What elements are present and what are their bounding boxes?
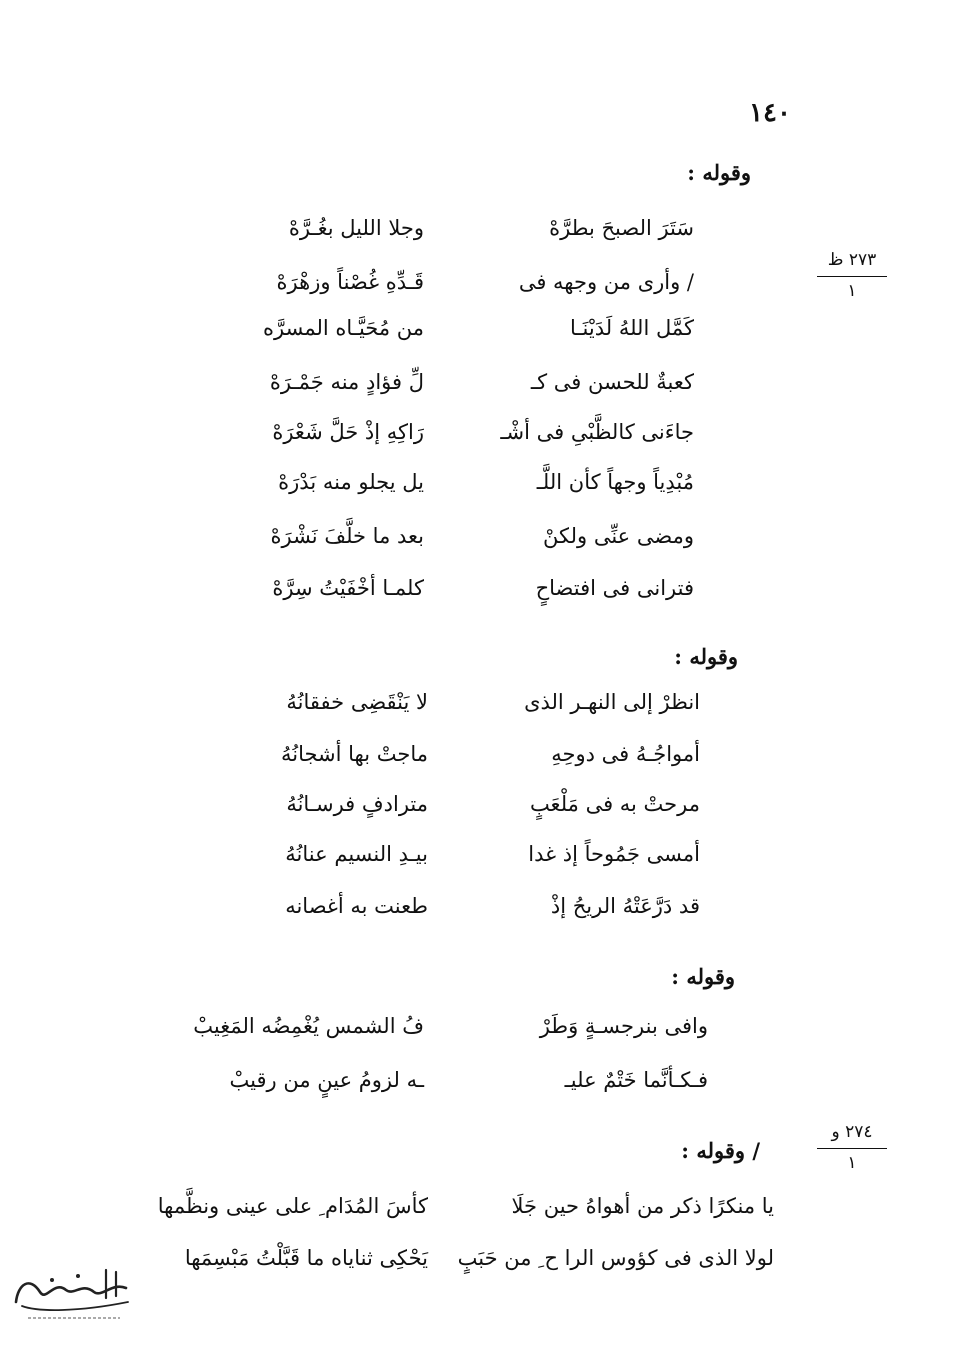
section-heading: وقوله : <box>671 964 735 989</box>
second-hemistich: يَحْكِى ثناياه ما قَبَّلْتُ مَبْسِمَها <box>184 1246 428 1270</box>
margin-note-folio <box>817 1122 887 1173</box>
section-heading: وقوله : <box>674 644 738 669</box>
second-hemistich: مترادفٍ فرسـانُهُ <box>286 792 428 816</box>
first-hemistich: كعبةٌ للحسن فى كـ <box>530 370 694 394</box>
second-hemistich: ـه لزومُ عينٍ من رقيبْ <box>229 1068 424 1092</box>
verse-line <box>0 572 956 604</box>
margin-note-top: ٢٧٤ و <box>831 1122 873 1142</box>
section-heading: وقوله : <box>687 160 751 185</box>
second-hemistich: طعنت به أغصانه <box>285 894 428 918</box>
second-hemistich: لا يَنْقَضِى خفقانُهُ <box>286 690 428 714</box>
first-hemistich: فـكـأنَّما خَتْمٌ عليـ <box>564 1068 708 1092</box>
verse-line <box>0 416 956 448</box>
verse-line <box>0 1190 956 1222</box>
first-hemistich: فترانى فى افتضاحٍ <box>535 576 694 600</box>
verse-line <box>0 838 956 870</box>
verse-line <box>0 366 956 398</box>
second-hemistich: من مُحَيَّـاه المسرَّه <box>263 316 424 340</box>
first-hemistich: جاءَنى كالظَّبْىِ فى أشْـ <box>500 420 694 444</box>
second-hemistich: قَـدِّهِ غُصْناً وزهْرَهْ <box>276 270 424 294</box>
first-hemistich: كَمَّل اللهُ لَدَيْنَـا <box>570 316 694 340</box>
verse-line <box>0 520 956 552</box>
margin-note-bottom: ١ <box>847 1153 857 1173</box>
first-hemistich: يا منكرًا ذكر من أهواهُ حين جَلَا <box>511 1194 774 1218</box>
verse-line <box>0 212 956 244</box>
margin-note-top: ٢٧٣ ظ <box>827 250 877 270</box>
second-hemistich: بعد ما خلَّفَ نَشْرَهْ <box>270 524 424 548</box>
second-hemistich: كأسَ المُدَام ِ على عينى ونظَّمها <box>157 1194 428 1218</box>
second-hemistich: لِّ فؤادٍ منه جَمْـرَهْ <box>269 370 424 394</box>
margin-note-divider <box>817 1148 887 1149</box>
first-hemistich: ومضى عنِّى ولكنْ <box>543 524 694 548</box>
first-hemistich: قد دَرَّعَتْهُ الريحُ إذْ <box>550 894 700 918</box>
second-hemistich: رَاكِهِ إذْ حَلَّ شَعْرَهْ <box>272 420 424 444</box>
second-hemistich: يل يجلو منه بَدْرَهْ <box>278 470 424 494</box>
first-hemistich: مرحتْ به فى مَلْعَبٍ <box>529 792 700 816</box>
second-hemistich: كلمـا أخْفَيْتُ سِرَّهْ <box>272 576 424 600</box>
verse-line <box>0 266 956 298</box>
verse-line <box>0 686 956 718</box>
second-hemistich: فُ الشمس يُغْمِضُه المَغِيبْ <box>193 1014 424 1038</box>
verse-line <box>0 1242 956 1274</box>
verse-line <box>0 312 956 344</box>
first-hemistich: مُبْدِياً وجهاً كأن اللَّـ <box>536 470 694 494</box>
verse-line <box>0 890 956 922</box>
first-hemistich: أمسى جَمُوحاً إذ غدا <box>528 842 700 866</box>
first-hemistich: انظرْ إلى النهـر الذى <box>524 690 700 714</box>
verse-line <box>0 788 956 820</box>
library-stamp-logo <box>8 1262 140 1326</box>
second-hemistich: بيـدِ النسيم عنانُهُ <box>285 842 428 866</box>
first-hemistich: وافى بنرجسـةٍ وَطَرْ <box>539 1014 708 1038</box>
first-hemistich: / وأرى من وجهه فى <box>518 270 694 294</box>
first-hemistich: لولا الذى فى كؤوس الرا ح ِ من حَبَبٍ <box>457 1246 774 1270</box>
verse-line <box>0 738 956 770</box>
first-hemistich: سَتَرَ الصبحَ بطرَّهْ <box>549 216 694 240</box>
verse-line <box>0 466 956 498</box>
second-hemistich: ماجتْ بها أشجانُهُ <box>280 742 428 766</box>
second-hemistich: وجلا الليل بغُـرَّهْ <box>288 216 424 240</box>
verse-line <box>0 1010 956 1042</box>
verse-line <box>0 1064 956 1096</box>
section-heading: / وقوله : <box>681 1138 760 1163</box>
first-hemistich: أمواجُـهُ فى دوحِهِ <box>551 742 700 766</box>
page-number: ١٤٠ <box>749 98 791 128</box>
margin-note-bottom: ١ <box>847 281 857 301</box>
